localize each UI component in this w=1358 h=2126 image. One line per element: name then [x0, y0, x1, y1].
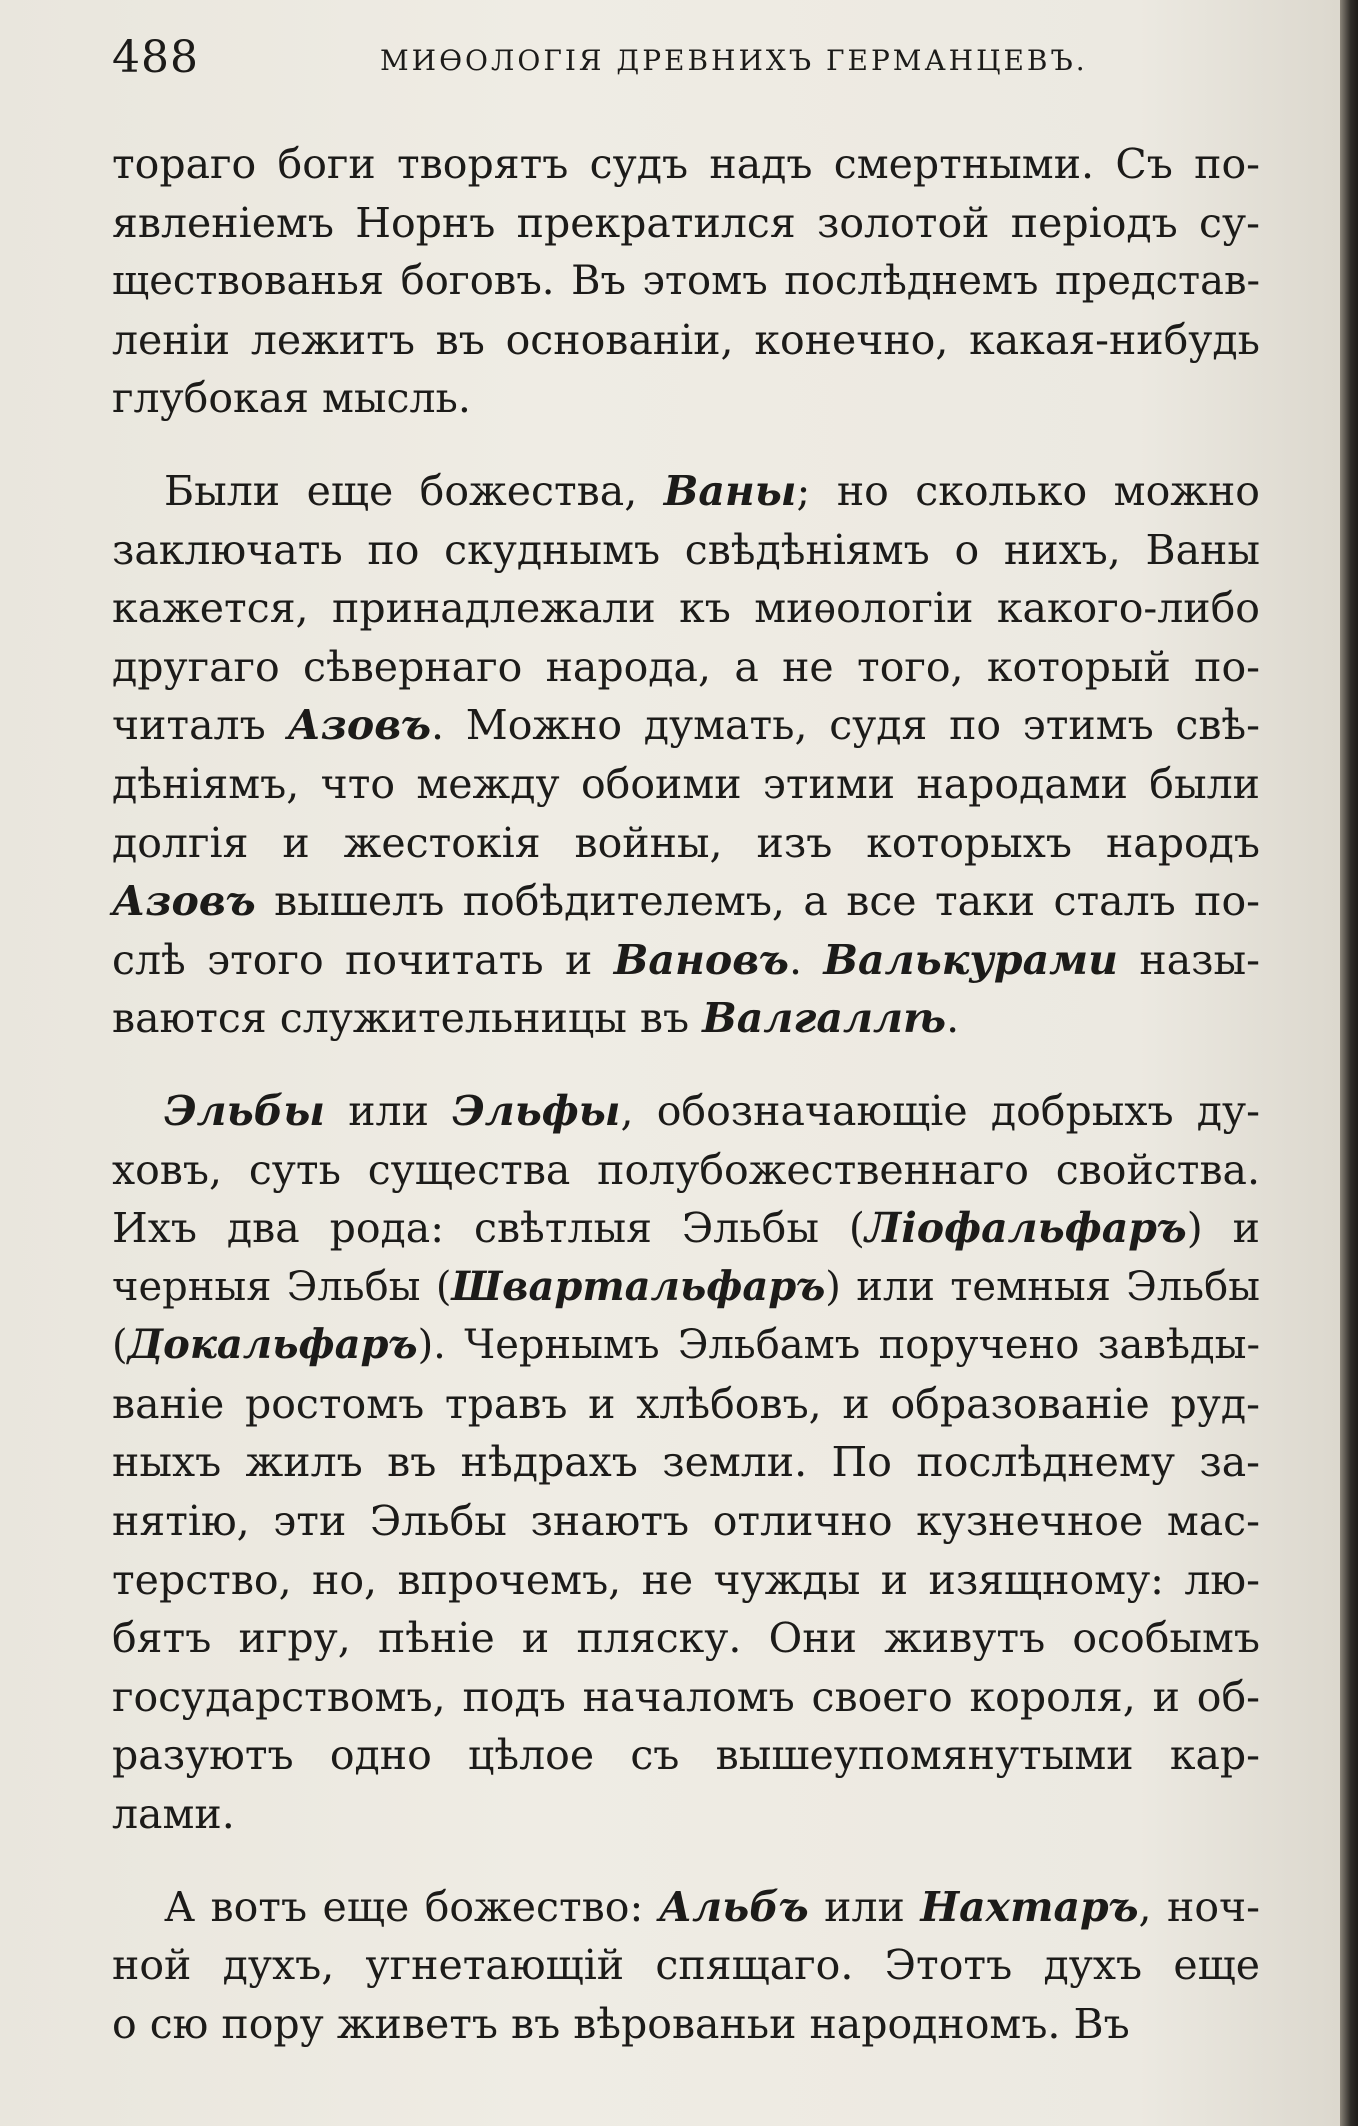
text-run: ; но сколько можно	[796, 466, 1260, 515]
text-line	[112, 1551, 1260, 1610]
text-run: . Можно думать, судя по этимъ свѣ-	[431, 701, 1260, 750]
text-run: терство, но, впрочемъ, не чужды и изящному: лю-	[112, 1555, 1260, 1604]
text-line	[112, 989, 1260, 1048]
paragraph	[112, 135, 1260, 428]
text-run: читалъ	[112, 701, 288, 750]
italic-term: Эльбы	[164, 1086, 325, 1135]
text-run: .	[788, 935, 824, 984]
text-run: бятъ игру, пѣніе и пляску. Они живутъ особымъ	[112, 1614, 1260, 1663]
text-run: вышелъ побѣдителемъ, а все таки сталъ по-	[255, 877, 1260, 926]
text-run: ). Чернымъ Эльбамъ поручено завѣды-	[417, 1322, 1260, 1369]
text-line	[112, 1492, 1260, 1551]
text-run: разуютъ одно цѣлое съ вышеупомянутыми кар-	[112, 1731, 1260, 1780]
text-run: нятію, эти Эльбы знаютъ отлично кузнечное мас-	[112, 1497, 1260, 1546]
italic-term: Ліофальфаръ	[864, 1204, 1187, 1253]
text-run: (	[112, 1322, 128, 1369]
text-run: ) или темныя Эльбы	[825, 1263, 1260, 1310]
text-run: Были еще божества,	[164, 466, 664, 515]
text-line	[112, 814, 1260, 873]
text-run: глубокая мысль.	[112, 374, 471, 423]
text-line	[112, 1141, 1260, 1200]
italic-term: Азовъ	[112, 877, 256, 926]
text-run: дѣніямъ, что между обоими этими народами были	[112, 759, 1260, 808]
text-run: Ихъ два рода: свѣтлыя Эльбы (	[112, 1204, 865, 1253]
running-head	[112, 28, 1262, 88]
text-run: долгія и жестокія войны, изъ которыхъ народъ	[112, 818, 1260, 867]
italic-term: Ваны	[663, 466, 797, 515]
text-run: ществованья боговъ. Въ этомъ послѣднемъ представ-	[112, 258, 1260, 305]
text-line	[112, 1995, 1260, 2054]
text-line	[112, 135, 1260, 194]
text-line	[112, 1258, 1260, 1317]
text-run: .	[946, 994, 960, 1043]
text-run: государствомъ, подъ началомъ своего короля, и об-	[112, 1672, 1260, 1721]
text-run: назы-	[1117, 935, 1260, 984]
text-run: ховъ, суть существа полубожественнаго свойства.	[112, 1145, 1260, 1194]
text-run: или	[325, 1086, 453, 1135]
text-run: , обозначающіе добрыхъ ду-	[620, 1086, 1260, 1135]
text-line	[112, 521, 1260, 580]
body-text	[112, 135, 1260, 2053]
text-line	[112, 931, 1260, 990]
text-run: лами.	[112, 1790, 235, 1839]
italic-term: Валгаллѣ	[702, 994, 947, 1043]
text-line	[112, 1316, 1260, 1375]
text-line	[112, 1726, 1260, 1785]
text-line	[112, 638, 1260, 697]
text-line	[112, 1082, 1260, 1141]
italic-term: Швартальфаръ	[451, 1262, 826, 1310]
italic-term: Докальфаръ	[127, 1321, 418, 1369]
text-run: тораго боги творятъ судъ надъ смертными. Съ по-	[112, 140, 1260, 188]
text-run: другаго сѣвернаго народа, а не того, который по-	[112, 642, 1260, 691]
text-run: черныя Эльбы (	[112, 1263, 452, 1310]
text-line	[112, 579, 1260, 638]
paragraph	[112, 462, 1260, 1048]
text-run: ) и	[1186, 1204, 1261, 1253]
text-run: заключать по скуднымъ свѣдѣніямъ о нихъ, Ваны	[112, 525, 1260, 574]
text-line	[112, 462, 1260, 521]
italic-term: Нахтаръ	[920, 1882, 1139, 1931]
italic-term: Валькурами	[823, 935, 1118, 984]
text-line	[112, 696, 1260, 755]
page-edge	[1340, 0, 1358, 2126]
italic-term: Азовъ	[287, 701, 432, 750]
text-run: ныхъ жилъ въ нѣдрахъ земли. По послѣднему за-	[112, 1438, 1260, 1487]
text-run: ваются служительницы въ	[112, 994, 703, 1043]
text-line	[112, 872, 1260, 931]
paragraph	[112, 1082, 1260, 1844]
text-run: или	[808, 1882, 921, 1931]
text-line	[112, 755, 1260, 814]
text-line	[112, 369, 1260, 428]
running-title: МИѲОЛОГІЯ ДРЕВНИХЪ ГЕРМАНЦЕВЪ.	[380, 44, 1088, 77]
text-line	[112, 1433, 1260, 1492]
text-run: ваніе ростомъ травъ и хлѣбовъ, и образованіе руд-	[112, 1379, 1260, 1428]
text-run: кажется, принадлежали къ миѳологіи какого-либо	[112, 584, 1260, 633]
page-number: 488	[112, 32, 199, 83]
text-run: ной духъ, угнетающій спящаго. Этотъ духъ еще	[112, 1941, 1260, 1990]
text-line	[112, 252, 1260, 311]
text-line	[112, 1199, 1260, 1258]
italic-term: Эльфы	[452, 1086, 621, 1135]
text-line	[112, 194, 1260, 253]
text-run: А вотъ еще божество:	[164, 1882, 659, 1931]
text-line	[112, 311, 1260, 370]
text-run: о сю пору живетъ въ вѣрованьи народномъ. Въ	[112, 1999, 1130, 2048]
text-line	[112, 1878, 1260, 1937]
paragraph	[112, 1878, 1260, 2054]
text-run: слѣ этого почитать и	[112, 935, 614, 984]
italic-term: Вановъ	[613, 935, 789, 984]
text-line	[112, 1668, 1260, 1727]
text-run: явленіемъ Норнъ прекратился золотой періодъ су-	[112, 198, 1260, 247]
text-run: , ноч-	[1138, 1882, 1261, 1931]
text-run: леніи лежитъ въ основаніи, конечно, какая-нибудь	[112, 315, 1260, 364]
text-line	[112, 1609, 1260, 1668]
italic-term: Альбъ	[658, 1882, 809, 1931]
text-line	[112, 1785, 1260, 1844]
text-line	[112, 1375, 1260, 1434]
text-line	[112, 1936, 1260, 1995]
